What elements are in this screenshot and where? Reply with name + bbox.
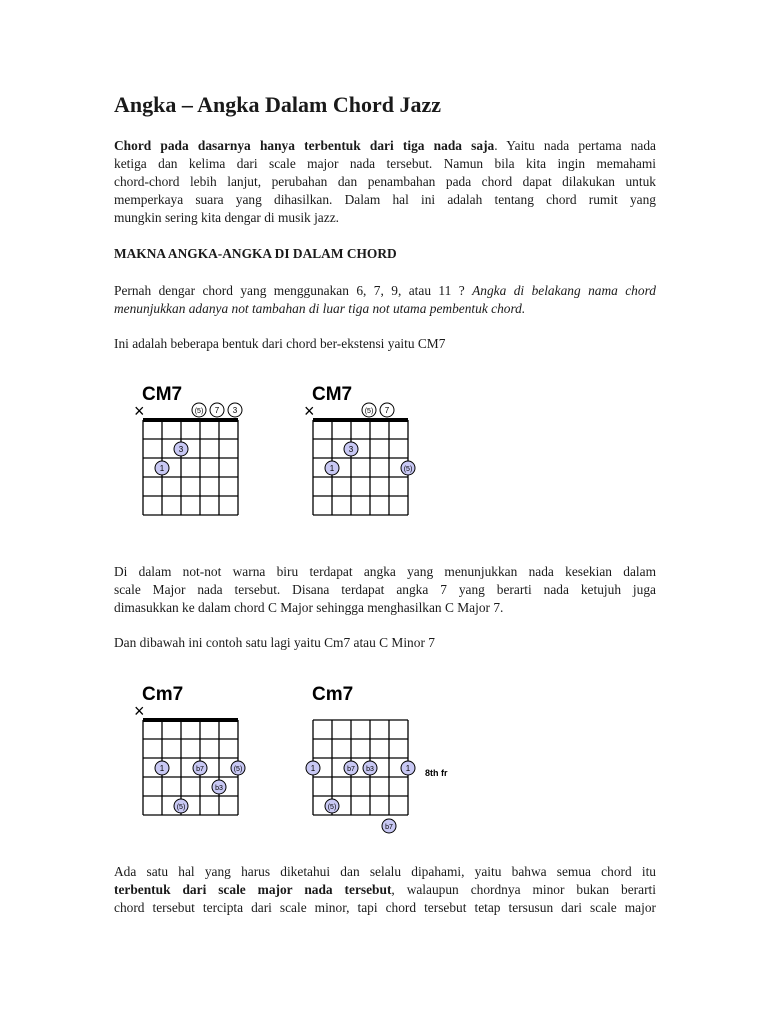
intro-line-5: mungkin sering kita dengar di musik jazz. <box>114 210 339 225</box>
chord-name: CM7 <box>312 384 353 405</box>
open-marker-label: 3 <box>232 406 238 415</box>
intro-line-2: ketiga dan kelima dari scale major nada tersebut. Namun bila kita ingin memahami <box>114 156 656 171</box>
closing-line-2-rest: , walaupun chordnya minor bukan berarti <box>391 882 656 897</box>
section-heading: MAKNA ANGKA-ANGKA DI DALAM CHORD <box>114 246 397 261</box>
finger-dot-label: (5) <box>327 804 337 811</box>
numbers-paragraph <box>114 282 656 318</box>
minor-intro: Dan dibawah ini contoh satu lagi yaitu Cm7 atau C Minor 7 <box>114 635 435 650</box>
numbers-plain-text: Pernah dengar chord yang menggunakan 6, 7, 9, atau 11 ? <box>114 283 473 298</box>
open-string-markers <box>362 403 394 417</box>
closing-line-3: chord tersebut tercipta dari scale minor, tapi chord tersebut tetap tersusun dari scale major <box>114 900 656 915</box>
finger-dot-label: 1 <box>159 464 165 473</box>
finger-dot-label: b7 <box>385 824 393 831</box>
finger-dot-label: b3 <box>215 785 223 792</box>
open-marker-label: (5) <box>364 408 374 415</box>
closing-paragraph <box>114 863 656 917</box>
intro-line-4: memperkaya suara yang dihasilkan. Dalam hal ini adalah tentang chord rumit yang <box>114 192 656 207</box>
open-marker-label: 7 <box>214 406 220 415</box>
finger-dot-label: (5) <box>176 804 186 811</box>
muted-string-icon: × <box>134 401 145 421</box>
intro-line-1 <box>114 137 656 155</box>
explain-line-1: Di dalam not-not warna biru terdapat angka yang menunjukkan nada kesekian dalam <box>114 564 656 579</box>
finger-dot-label: 3 <box>178 445 184 454</box>
finger-dot-label: 1 <box>310 764 316 773</box>
chord-diagram-cm7-minor-1 <box>134 680 254 825</box>
intro-line-3: chord-chord lebih lanjut, perubahan dan penambahan pada chord dapat dilakukan untuk <box>114 174 656 189</box>
numbers-line-1 <box>114 282 656 300</box>
chord-name: CM7 <box>142 384 183 405</box>
intro-paragraph <box>114 137 656 227</box>
closing-bold-text: terbentuk dari scale major nada tersebut <box>114 882 392 897</box>
chord-diagram-cm7-minor-2 <box>304 680 464 845</box>
chord-name: Cm7 <box>312 684 354 705</box>
finger-dot-label: b7 <box>347 766 355 773</box>
fret-position-label: 8th fr <box>425 768 448 778</box>
finger-dot-label: b7 <box>196 766 204 773</box>
intro-line-1-rest: . Yaitu nada pertama nada <box>494 138 657 153</box>
closing-line-2 <box>114 881 656 899</box>
finger-dot-label: 3 <box>348 445 354 454</box>
numbers-italic-1: Angka di belakang nama chord <box>472 283 656 298</box>
chord-name: Cm7 <box>142 684 184 705</box>
page-title: Angka – Angka Dalam Chord Jazz <box>114 92 441 117</box>
finger-dot-label: 1 <box>329 464 335 473</box>
finger-dot-label: (5) <box>233 766 243 773</box>
explain-line-2: scale Major nada tersebut. Disana terdapat angka 7 yang berarti nada ketujuh juga <box>114 582 656 597</box>
explain-line-3: dimasukkan ke dalam chord C Major sehingga menghasilkan C Major 7. <box>114 600 504 615</box>
explain-paragraph <box>114 563 656 617</box>
open-marker-label: 7 <box>384 406 390 415</box>
open-string-markers <box>192 403 242 417</box>
numbers-line-2 <box>114 300 656 318</box>
finger-dot-label: 1 <box>405 764 411 773</box>
open-marker-label: (5) <box>194 408 204 415</box>
muted-string-icon: × <box>134 701 145 721</box>
finger-dot-label: b3 <box>366 766 374 773</box>
chord-diagram-cm7-1 <box>134 380 254 525</box>
finger-dot-label: 1 <box>159 764 165 773</box>
extension-intro: Ini adalah beberapa bentuk dari chord ber-ekstensi yaitu CM7 <box>114 336 446 351</box>
muted-string-icon: × <box>304 401 315 421</box>
intro-bold-text: Chord pada dasarnya hanya terbentuk dari tiga nada saja <box>114 138 495 153</box>
finger-dot-label: (5) <box>403 466 413 473</box>
closing-line-1: Ada satu hal yang harus diketahui dan selalu dipahami, yaitu bahwa semua chord itu <box>114 864 656 879</box>
chord-diagram-cm7-2 <box>304 380 424 525</box>
numbers-italic-2: menunjukkan adanya not tambahan di luar tiga not utama pembentuk chord. <box>114 301 526 316</box>
